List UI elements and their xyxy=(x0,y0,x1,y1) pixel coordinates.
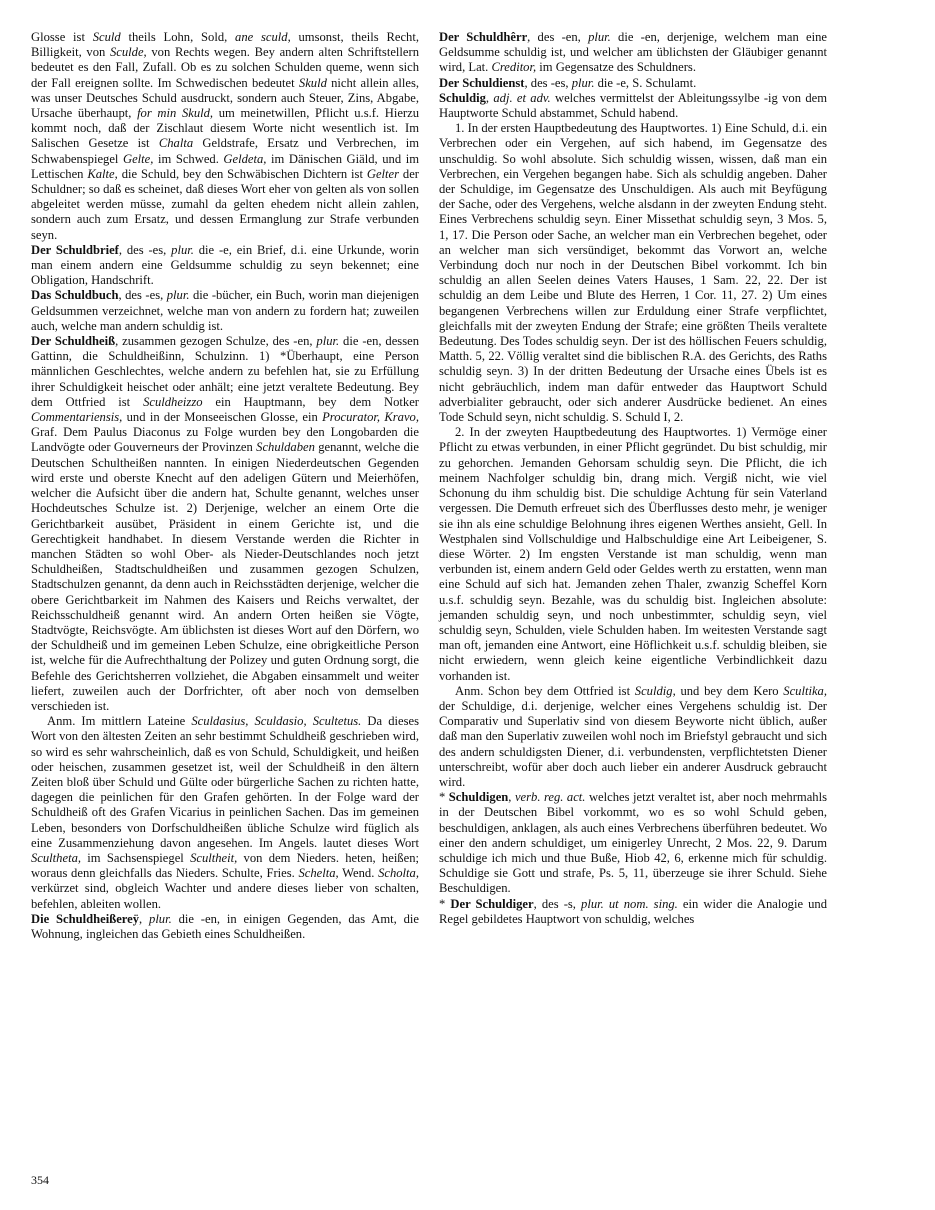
annotation-paragraph: Anm. Im mittlern Lateine Sculdasius, Sculdasio, Scultetus. Da dieses Wort von den ältesten Zeiten an sehr bestimmt Schuldheiß geschrieben wird, so wird es sehr wahrscheinlich, daß es von Schuld, Schuldigkeit, und heißen oder heischen, zusammen gesetzet ist, weil der Schuldheiß in den ältern Zeiten bloß über Schuld und Gülte oder bürgerliche Sachen zu richten hatte, dagegen die peinlichen für den Grafen gehörten. In der Folge ward der Schuldheiß oft des Grafen Vicarius in peinlichen Sachen. Das im gemeinen Leben, besonders von Dorfschuldheißen übliche Schulze wird füglich als eine Zusammenziehung davon angesehen. Im Angels. lautet dieses Wort Scultheta, im Sachsenspiegel Scultheit, von dem Nieders. heten, heißen; woraus denn gleichfalls das Nieders. Schulte, Fries. Schelta, Wend. Scholta, verkürzet sind, obgleich Wachter und andere dieses lieber von schalten, befehlen, ableiten wollen. xyxy=(31,714,419,911)
entry-schuldigen: * Schuldigen, verb. reg. act. welches jetzt veraltet ist, aber noch mehrmahls in der Deutschen Bibel vorkommt, wo es so wohl Schuld geben, beschuldigen, anklagen, als auch eines Verbrechens überführen bedeutet. Wo einer den andern schuldiget, um einigerley Unrecht, 2 Mos. 22, 9. Darum schuldige ich mich und thue Buße, Hiob 42, 6, erkenne mich für schuldig. Schuldige sie Gott und strafe, Ps. 5, 11, überzeuge sie ihrer Schuld. Siehe Beschuldigen. xyxy=(439,790,828,896)
entry-schuldheissereÿ: Die Schuldheißereÿ, plur. die -en, in einigen Gegenden, das Amt, die Wohnung, ingleichen das Gebieth eines Schuldheißen. xyxy=(31,911,419,941)
right-column xyxy=(439,30,827,927)
entry-schuldienst: Der Schuldienst, des -es, plur. die -e, S. Schulamt. xyxy=(439,75,697,90)
page-number: 354 xyxy=(31,1173,49,1187)
entry-schuldherr: Der Schuldhêrr, des -en, plur. die -en, derjenige, welchem man eine Geldsumme schuldig ist, und welcher am üblichsten der Gläubiger genannt wird, Lat. Creditor, im Gegensatze des Schuldners. xyxy=(439,30,827,75)
left-column xyxy=(31,30,419,942)
entry-schuldbrief: Der Schuldbrief, des -es, plur. die -e, ein Brief, d.i. eine Urkunde, worin man einem andern eine Geldsumme schuldig zu seyn bekennet; eine Obligation, Handschrift. xyxy=(31,242,419,288)
entry-schuldheiss: Der Schuldheiß, zusammen gezogen Schulze, des -en, plur. die -en, dessen Gattinn, die Schuldheißinn, Schulzinn. 1) *Überhaupt, eine Person männlichen Geschlechtes, welche andern zu befehlen hat, sie zu Erfüllung ihrer Schuldigkeit heischet oder anhält; eine jetzt veraltete Bedeutung. Bey dem Ottfried ist Sculdheizzo ein Hauptmann, bey dem Notker Commentariensis, und in der Monseeischen Glosse, ein Procurator, Kravo, Graf. Dem Paulus Diaconus zu Folge wurden bey den Longobarden die Landvögte oder Gouverneurs der Provinzen Schuldaben genannt, welche die Deutschen Schultheißen nannten. In einigen Niederdeutschen Gegenden wird erste und oberste Knecht auf den adeligen Gütern und Meierhöfen, welcher die Aufsicht über die andern hat, Schulte genannt, welches unser Hochdeutsches Schulze ist. 2) Derjenige, welcher an einem Orte die Gerichtbarkeit ausübet, Präsident in einem Gerichte ist, und die Gerechtigkeit handhabet. In diesem Verstande werden die Richter in manchen Städten so wohl Ober- als Nieder-Deutschlandes noch jetzt Schuldheißen, Stadtschuldheißen und zusammen gezogen Schulzen, Stadtschulzen genannt, da denn auch in Reichsstädten derjenige, welcher die obere Gerichtbarkeit im Nahmen des Kaisers und Reichs verwaltet, der Reichsschuldheiß genannt wird. An andern Orten heißen sie Vögte, Stadtvögte, Reichsvögte. Am üblichsten ist dieses Wort auf den Dörfern, wo der Schuldheiß und im gemeinen Leben Schulze, eine obrigkeitliche Person ist, welche für die Aufrechthaltung der Polizey und guten Ordnung sorgt, die Befehle des Gerichtsherren vollziehet, die Abgaben einsammelt und weiter liefert, zuweilen auch der Dorfrichter, oft aber noch von demselben verschieden ist. xyxy=(31,334,420,713)
paragraph: Glosse ist Sculd theils Lohn, Sold, ane sculd, umsonst, theils Recht, Billigkeit, von Sculde, von Rechts wegen. Bey andern alten Schriftstellern bedeutet es den Fall, Zufall. Ob es zu solchen Schulden queme, wenn sich der Fall ereignen sollte. Im Schwedischen bedeutet Skuld nicht allein alles, was unser Deutsches Schuld ausdruckt, sondern auch Steuer, Zins, Abgabe, Ursache überhaupt, for min Skuld, um meinetwillen, Pflicht u.s.f. Hierzu kommt noch, daß der Zischlaut diesem Worte nicht wesentlich ist. Im Salischen Gesetze ist Chalta Geldstrafe, Ersatz und Verbrechen, im Schwabenspiegel Gelte, im Schwed. Geldeta, im Dänischen Giäld, und im Lettischen Kalte, die Schuld, bey den Schwäbischen Dichtern ist Gelter der Schuldner; so daß es scheinet, daß dieses Wort eher von gelten als von sollen abgeleitet werden müsse, zumahl da gelten ehedem nicht allein zahlen, sondern auch zum Ersatz, und dessen Ermanglung zur Strafe verbunden seyn. xyxy=(31,30,420,242)
annotation-paragraph: Anm. Schon bey dem Ottfried ist Sculdig, und bey dem Kero Scultika, der Schuldige, d.i. derjenige, welcher eines Vergehens schuldig ist. Der Comparativ und Superlativ sind von diesem Beyworte nicht üblich, außer daß man den Superlativ zuweilen wohl noch im Briefstyl gebraucht und sich des andern schuldigsten Diener, d.i. verbundensten, verpflichtetsten Diener unterschreibt, wofür aber doch auch lieber ein anderer Ausdruck gebraucht wird. xyxy=(439,683,827,789)
entry-schuldiger: * Der Schuldiger, des -s, plur. ut nom. sing. ein wider die Analogie und Regel gebildetes Hauptwort von schuldig, welches xyxy=(439,896,828,926)
entry-schuldig: Schuldig, adj. et adv. welches vermittelst der Ableitungssylbe -ig von dem Hauptworte Schuld abstammet, Schuld habend. xyxy=(439,90,828,121)
schuldig-meaning-2: 2. In der zweyten Hauptbedeutung des Hauptwortes. 1) Vermöge einer Pflicht zu etwas verbunden, in einer Pflicht gegründet. Du bist schuldig, mir zu gehorchen. Jemanden Gehorsam schuldig seyn. Die Pflicht, die ich meinem Nachfolger schuldig bin, drang mich. Vergiß nicht, wie viel Schonung du ihm schuldig bist. Die schuldige Achtung für sein Vaterland vergessen. Die Demuth erfreuet sich des Überflusses desto mehr, je weniger sie ihn als eine schuldige Belohnung ihres eigenen Werthes ansieht, Gell. In Westphalen sind Vollschuldige und Halbschuldige eine Art Leibeigener, S. diese Wörter. 2) Im engsten Verstande ist man schuldig, wenn man verbunden ist, einem andern Geld oder Geldes werth zu erstatten, wenn man eine Schuld auf sich hat. Jemanden zehen Thaler, zwanzig Scheffel Korn u.s.f. schuldig seyn. Bezahle, was du schuldig bist. Ingleichen absolute: jemanden schuldig seyn, und noch unbestimmter, schuldig seyn, viel schuldig seyn, Schulden, viele Schulden haben. Im weitesten Verstande sagt man oft, jemanden eine Antwort, eine Höflichkeit u.s.f. schuldig bleiben, sie nicht erwiedern, wenn gleich keine eigentliche Verbindlichkeit dazu vorhanden ist. xyxy=(439,425,827,683)
entry-schuldbuch: Das Schuldbuch, des -es, plur. die -bücher, ein Buch, worin man diejenigen Geldsummen verzeichnet, welche man von andern zu fordern hat; zuweilen auch, welche man andern schuldig ist. xyxy=(31,288,420,333)
schuldig-meaning-1: 1. In der ersten Hauptbedeutung des Hauptwortes. 1) Eine Schuld, d.i. ein Verbrechen oder ein Vergehen, auf sich habend, im Gegensatze des unschuldig. So wohl absolute. Sich schuldig wissen, wissen, daß man ein Verbrechen, ein Vergehen begangen habe. Sich als schuldig angeben. Daher der Schuldige, im Gegensatze des Unschuldigen. Als auch mit Beyfügung der Sache, oder des Vergehens, welche alsdann in der zweyten Endung steht. Eines Verbrechens schuldig seyn. Einer Missethat schuldig seyn, 3 Mos. 5, 1, 17. Die Person oder Sache, an welcher man ein Verbrechen begehet, oder an welcher man sich versündiget, bekommt das Vorwort an, welche Verbindung doch nur noch in der Deutschen Bibel vorkommt. Ich bin schuldig an allen Seelen deines Vaters Hauses, 1 Sam. 22, 22. Der ist schuldig an dem Leibe und Blute des Herren, 1 Cor. 11, 27. 2) Um eines begangenen Verbrechens willen zur Erduldung einer Strafe verpflichtet, gleichfalls mit der zweyten Endung der Strafe; eine größten Theils veraltete Bedeutung. Des Todes schuldig seyn. Der ist des höllischen Feuers schuldig, Matth. 5, 22. Völlig veraltet sind die biblischen R.A. des Gerichts, des Raths schuldig seyn. 3) In der dritten Bedeutung der Ursache eines Übels ist es nicht gebräuchlich, indem man dafür entweder das Hauptwort Schuld adverbialiter gebraucht, oder sich anderer Ausdrücke bedienet. An eines Tode Schuld seyn, nicht schuldig. S. Schuld I, 2. xyxy=(439,121,827,425)
